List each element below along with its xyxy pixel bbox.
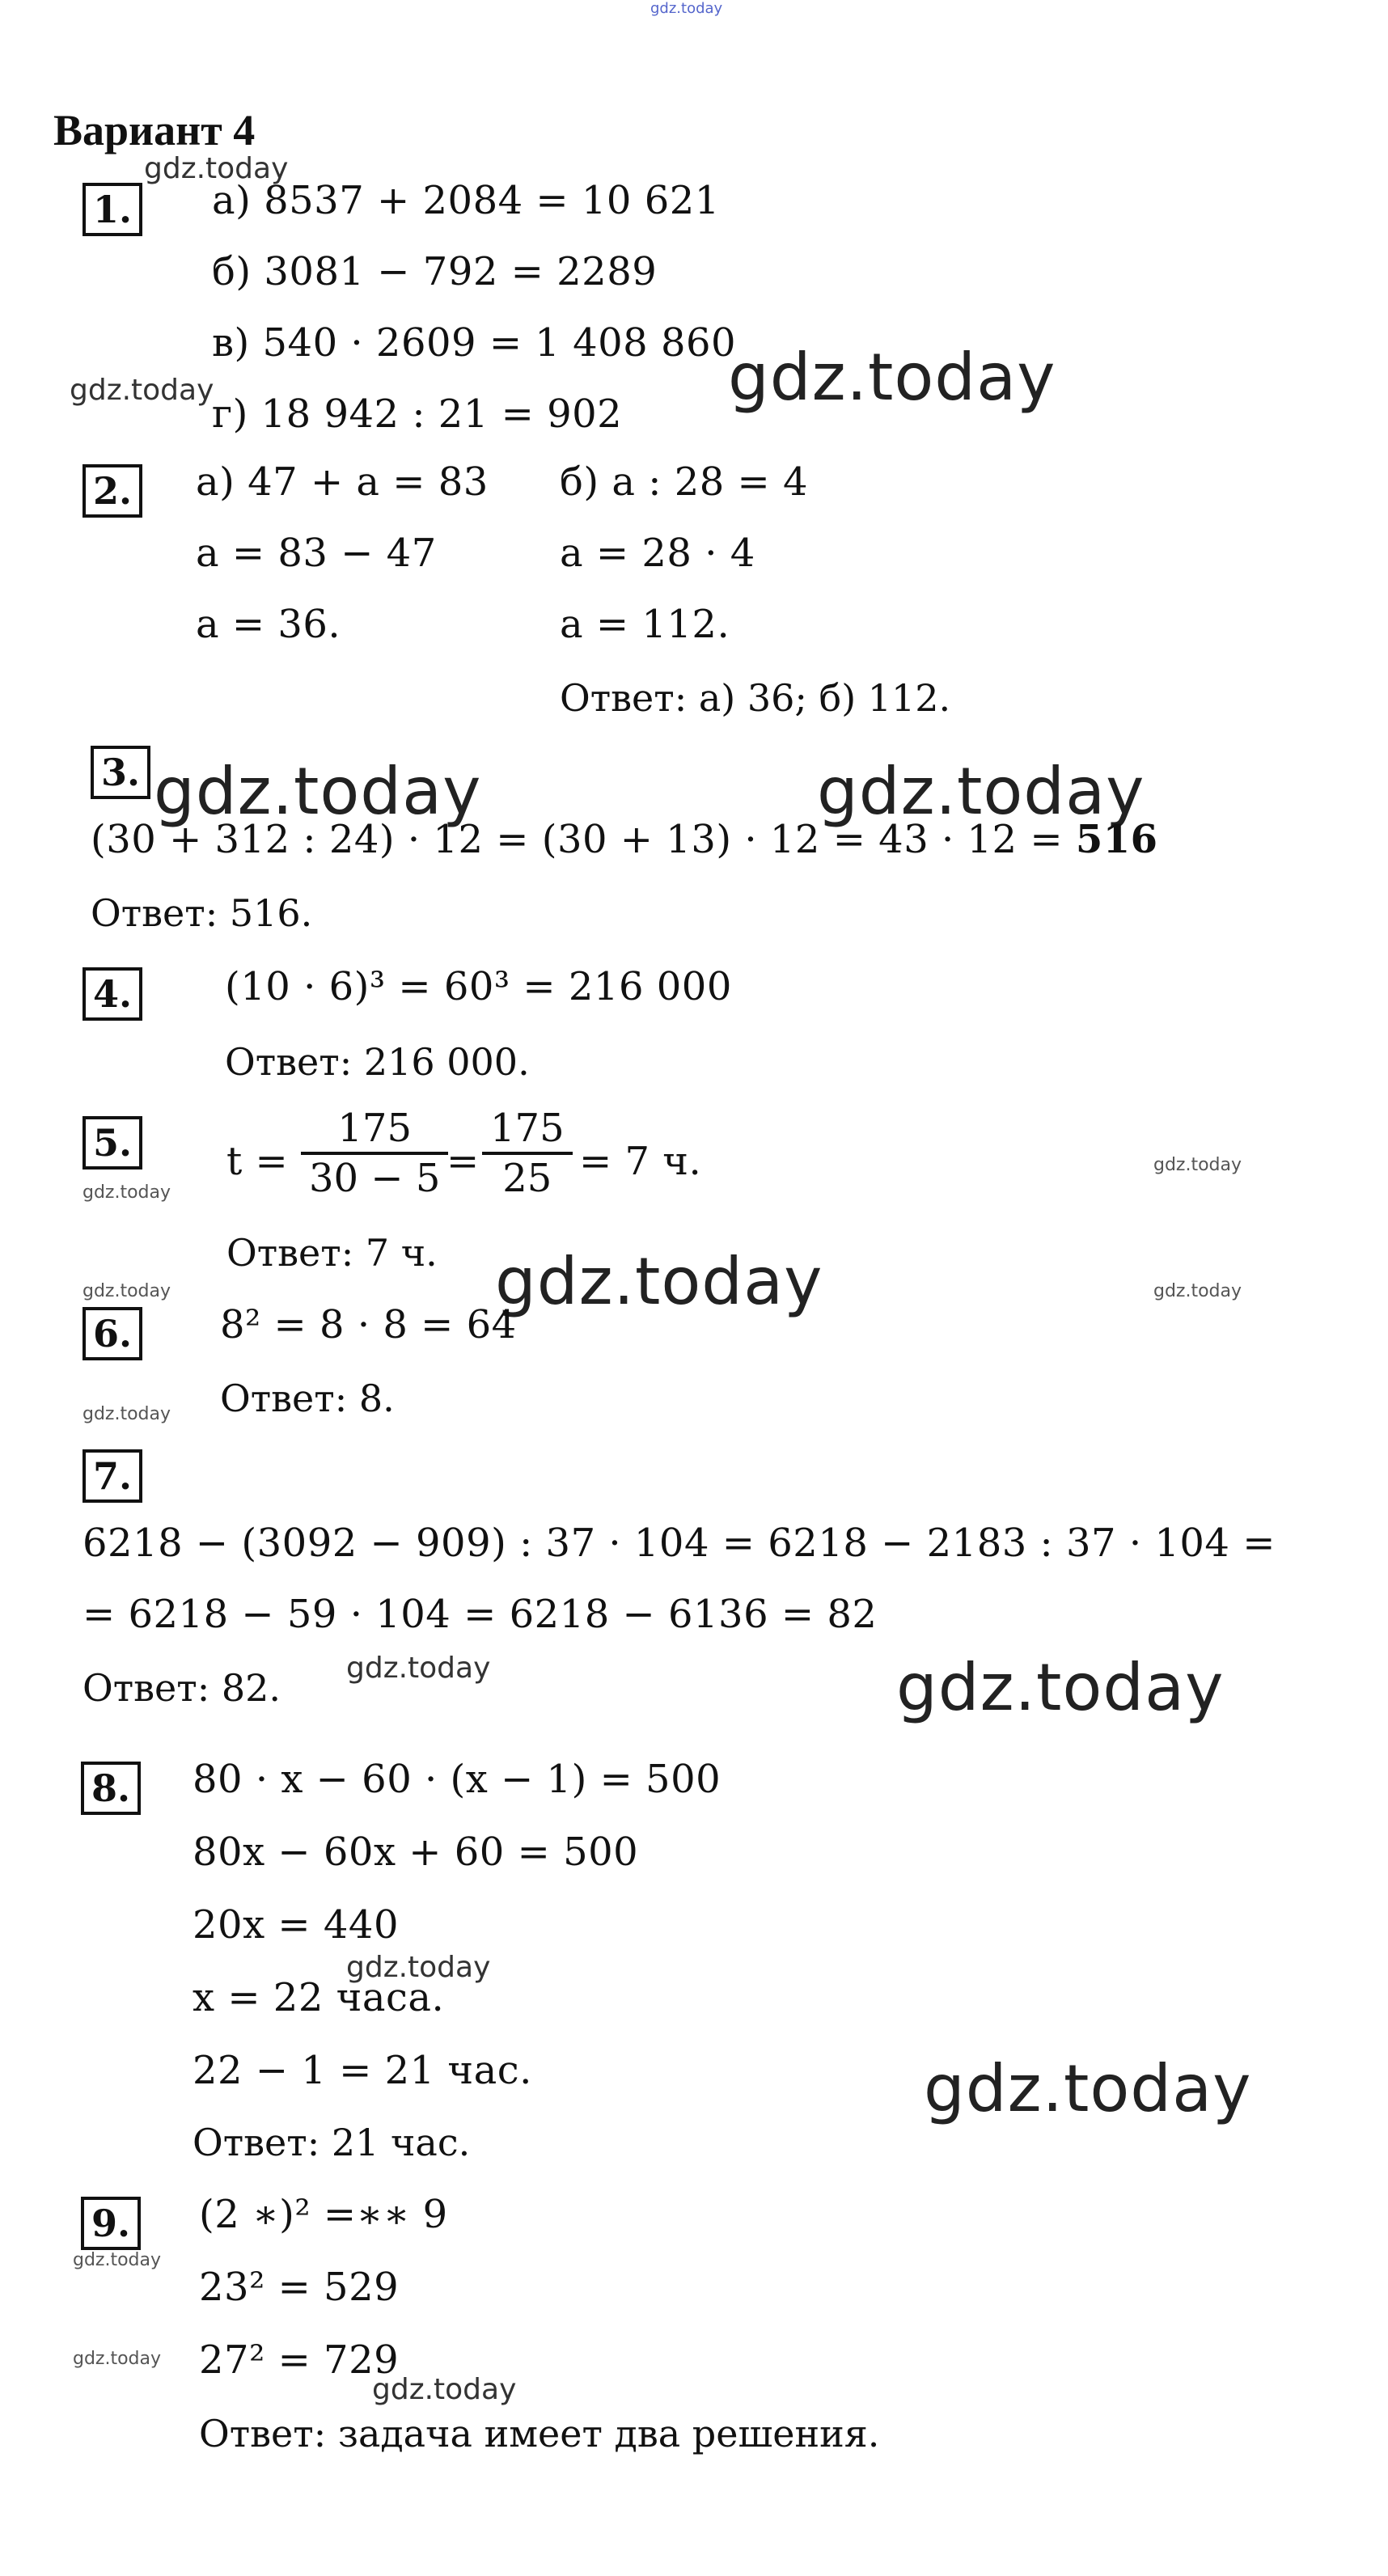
- task1-part-d: г) 18 942 : 21 = 902: [212, 391, 623, 437]
- fraction-numerator: 175: [337, 1106, 412, 1151]
- task2-a-line3: a = 36.: [196, 602, 341, 647]
- watermark: gdz.today: [817, 754, 1145, 829]
- task-number-1: 1.: [83, 183, 142, 236]
- task4-expression: (10 · 6)³ = 60³ = 216 000: [225, 964, 732, 1009]
- task2-b-line2: a = 28 · 4: [560, 531, 755, 576]
- task2-a-line2: a = 83 − 47: [196, 531, 437, 576]
- task6-answer: Ответ: 8.: [220, 1377, 395, 1420]
- watermark: gdz.today: [83, 1182, 171, 1203]
- task5-equals: =: [446, 1139, 480, 1184]
- task-number-8: 8.: [81, 1762, 141, 1815]
- task7-line1: 6218 − (3092 − 909) : 37 · 104 = 6218 − 2183 : 37 · 104 =: [83, 1521, 1276, 1566]
- watermark: gdz.today: [83, 1281, 171, 1301]
- task8-line4: x = 22 часа.: [193, 1975, 445, 2020]
- task9-line2: 23² = 529: [199, 2265, 400, 2310]
- task8-line5: 22 − 1 = 21 час.: [193, 2048, 532, 2093]
- task5-answer: Ответ: 7 ч.: [226, 1231, 438, 1275]
- watermark: gdz.today: [372, 2373, 517, 2406]
- task6-expression: 8² = 8 · 8 = 64: [220, 1302, 517, 1347]
- task1-part-a: а) 8537 + 2084 = 10 621: [212, 178, 720, 223]
- watermark: gdz.today: [650, 0, 723, 17]
- fraction-denominator: 25: [502, 1156, 552, 1201]
- task7-line2: = 6218 − 59 · 104 = 6218 − 6136 = 82: [83, 1592, 878, 1637]
- task-number-7: 7.: [83, 1449, 142, 1503]
- task3-answer: Ответ: 516.: [91, 891, 313, 935]
- watermark: gdz.today: [924, 2051, 1252, 2126]
- fraction-numerator: 175: [490, 1106, 565, 1151]
- page-title: Вариант 4: [53, 106, 256, 154]
- task-number-4: 4.: [83, 967, 142, 1021]
- fraction-denominator: 30 − 5: [309, 1156, 441, 1201]
- task8-answer: Ответ: 21 час.: [193, 2121, 471, 2164]
- watermark: gdz.today: [70, 374, 214, 407]
- watermark: gdz.today: [495, 1244, 823, 1319]
- task5-fraction-2: [482, 1105, 573, 1202]
- task5-result: = 7 ч.: [579, 1139, 702, 1184]
- task9-answer: Ответ: задача имеет два решения.: [199, 2412, 880, 2455]
- task5-t: t =: [226, 1139, 289, 1184]
- task-number-9: 9.: [81, 2197, 141, 2250]
- task2-b-line1: б) a : 28 = 4: [560, 459, 809, 505]
- watermark: gdz.today: [144, 152, 289, 185]
- task3-expression: [91, 817, 1158, 862]
- watermark: gdz.today: [1153, 1281, 1242, 1301]
- task1-part-c: в) 540 · 2609 = 1 408 860: [212, 320, 737, 366]
- task1-part-b: б) 3081 − 792 = 2289: [212, 249, 658, 294]
- task7-answer: Ответ: 82.: [83, 1666, 281, 1710]
- watermark: gdz.today: [728, 340, 1056, 415]
- watermark: gdz.today: [154, 754, 482, 829]
- watermark: gdz.today: [73, 2349, 162, 2369]
- watermark: gdz.today: [896, 1650, 1225, 1725]
- task-number-6: 6.: [83, 1307, 142, 1360]
- task2-answer: Ответ: а) 36; б) 112.: [560, 676, 951, 720]
- task5-fraction-1: [301, 1105, 448, 1202]
- watermark: gdz.today: [1153, 1155, 1242, 1175]
- watermark: gdz.today: [73, 2250, 162, 2270]
- task3-result: 516: [1075, 817, 1158, 862]
- task-number-2: 2.: [83, 464, 142, 518]
- task2-b-line3: a = 112.: [560, 602, 730, 647]
- watermark: gdz.today: [346, 1652, 491, 1685]
- task4-answer: Ответ: 216 000.: [225, 1040, 530, 1084]
- task3-expression-text: (30 + 312 : 24) · 12 = (30 + 13) · 12 = 43 · 12 =: [91, 817, 1076, 862]
- watermark: gdz.today: [346, 1951, 491, 1984]
- task8-line3: 20x = 440: [193, 1902, 399, 1948]
- task-number-3: 3.: [91, 746, 150, 799]
- task2-a-line1: а) 47 + a = 83: [196, 459, 489, 505]
- task-number-5: 5.: [83, 1116, 142, 1170]
- task9-line1: (2 ∗)² =∗∗ 9: [199, 2192, 448, 2237]
- task9-line3: 27² = 729: [199, 2337, 400, 2383]
- watermark: gdz.today: [83, 1404, 171, 1424]
- task8-line1: 80 · x − 60 · (x − 1) = 500: [193, 1757, 722, 1802]
- task8-line2: 80x − 60x + 60 = 500: [193, 1829, 639, 1875]
